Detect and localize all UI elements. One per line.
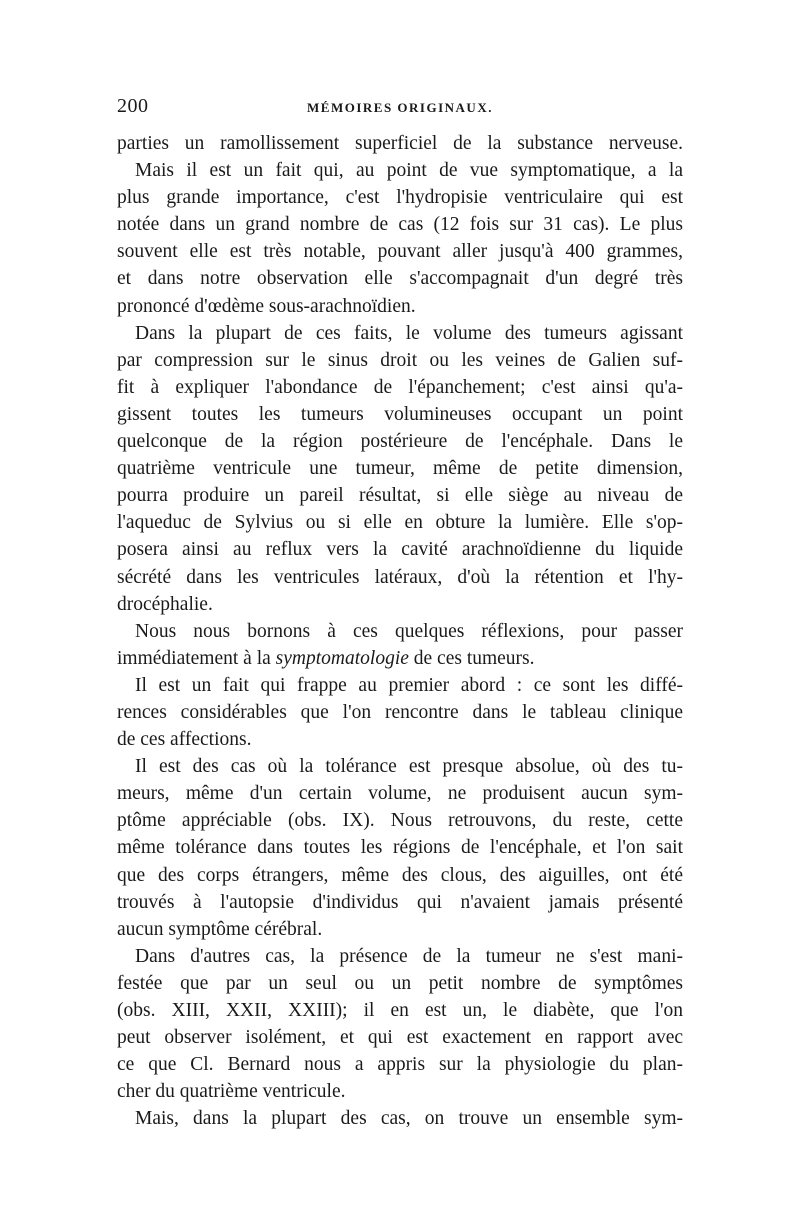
- text-line: même tolérance dans toutes les régions de l'encéphale, et l'on sait: [117, 837, 683, 859]
- text-line: drocéphalie.: [117, 593, 213, 615]
- page-header: [117, 95, 683, 125]
- text-line: Dans d'autres cas, la présence de la tumeur ne s'est mani-: [135, 945, 683, 967]
- text-line: de ces affections.: [117, 729, 252, 751]
- text-line: notée dans un grand nombre de cas (12 fois sur 31 cas). Le plus: [117, 214, 683, 236]
- text-line: fit à expliquer l'abondance de l'épanchement; c'est ainsi qu'a-: [117, 376, 683, 398]
- text-line: l'aqueduc de Sylvius ou si elle en obture la lumière. Elle s'op-: [117, 512, 683, 534]
- page-number: 200: [117, 95, 149, 117]
- text-line: Mais, dans la plupart des cas, on trouve un ensemble sym-: [135, 1108, 683, 1130]
- text-line: posera ainsi au reflux vers la cavité arachnoïdienne du liquide: [117, 539, 683, 561]
- text-line: cher du quatrième ventricule.: [117, 1081, 346, 1103]
- text-line: Nous nous bornons à ces quelques réflexions, pour passer: [135, 620, 683, 642]
- text-line: Il est des cas où la tolérance est presque absolue, où des tu-: [135, 756, 683, 778]
- text-line: rences considérables que l'on rencontre dans le tableau clinique: [117, 701, 683, 723]
- text-line: que des corps étrangers, même des clous, des aiguilles, ont été: [117, 864, 683, 886]
- text-line: gissent toutes les tumeurs volumineuses occupant un point: [117, 403, 683, 425]
- text-line: (obs. XIII, XXII, XXIII); il en est un, le diabète, que l'on: [117, 1000, 683, 1021]
- text-line: ptôme appréciable (obs. IX). Nous retrouvons, du reste, cette: [117, 810, 683, 832]
- text-line: quelconque de la région postérieure de l'encéphale. Dans le: [117, 431, 683, 453]
- text-line: parties un ramollissement superficiel de la substance nerveuse.: [117, 133, 683, 154]
- text-segment: immédiatement à la: [117, 647, 276, 669]
- text-line: prononcé d'œdème sous-arachnoïdien.: [117, 295, 416, 317]
- text-line: festée que par un seul ou un petit nombre de symptômes: [117, 972, 683, 994]
- text-line: plus grande importance, c'est l'hydropisie ventriculaire qui est: [117, 187, 683, 209]
- text-segment: de ces tumeurs.: [408, 647, 535, 669]
- text-line: pourra produire un pareil résultat, si elle siège au niveau de: [117, 485, 683, 507]
- text-line: sécrété dans les ventricules latéraux, d'où la rétention et l'hy-: [117, 566, 683, 588]
- text-line: Dans la plupart de ces faits, le volume des tumeurs agissant: [135, 322, 683, 344]
- text-line: aucun symptôme cérébral.: [117, 918, 323, 940]
- text-line: et dans notre observation elle s'accompagnait d'un degré très: [117, 268, 683, 290]
- text-line: Il est un fait qui frappe au premier abord : ce sont les diffé-: [135, 674, 683, 696]
- text-line: meurs, même d'un certain volume, ne produisent aucun sym-: [117, 783, 683, 805]
- text-line: par compression sur le sinus droit ou les veines de Galien suf-: [117, 349, 683, 371]
- text-line: trouvés à l'autopsie d'individus qui n'avaient jamais présenté: [117, 891, 683, 913]
- text-line: souvent elle est très notable, pouvant aller jusqu'à 400 grammes,: [117, 241, 683, 263]
- text-line-with-emphasis: [117, 645, 683, 672]
- emphasis-symptomatologie: symptomatologie: [275, 647, 409, 669]
- text-line: ce que Cl. Bernard nous a appris sur la physiologie du plan-: [117, 1054, 683, 1076]
- text-line: quatrième ventricule une tumeur, même de petite dimension,: [117, 458, 683, 480]
- body-text: [117, 130, 683, 1132]
- text-line: Mais il est un fait qui, au point de vue symptomatique, a la: [135, 160, 683, 182]
- text-line: peut observer isolément, et qui est exactement en rapport avec: [117, 1027, 683, 1049]
- running-title: MÉMOIRES ORIGINAUX.: [307, 100, 493, 115]
